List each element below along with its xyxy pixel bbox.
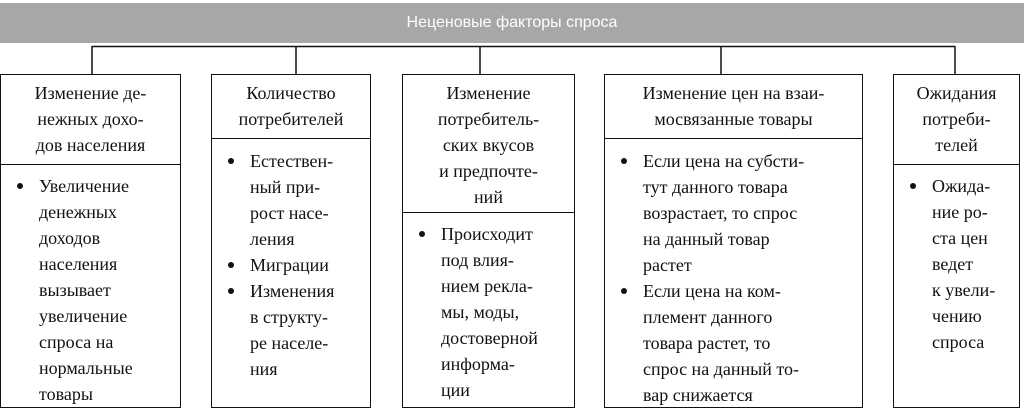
factor-header-line: Количество — [246, 83, 336, 103]
factor-bullet-line: ние ро- — [932, 202, 988, 222]
factor-bullet-item — [1, 173, 180, 407]
factor-header — [212, 75, 370, 139]
factor-bullet-line: вар снижается — [643, 385, 753, 405]
factor-bullet-line: денежных — [39, 202, 117, 222]
factor-header-line: дов населения — [35, 135, 146, 155]
bullet-dot-icon — [621, 158, 627, 164]
factor-bullet-line: доходов — [39, 228, 101, 248]
factor-bullet-list — [605, 139, 862, 408]
factor-header-line: Изменение де- — [34, 83, 147, 103]
factor-bullet-line: Увеличение — [39, 176, 130, 196]
factor-header-line: Ожидания — [916, 83, 997, 103]
factor-header-line: Изменение цен на взаи- — [642, 83, 825, 103]
factor-bullet-line: в структу- — [250, 307, 328, 327]
factor-bullet-line: ный при- — [250, 177, 321, 197]
factor-header-line: и предпочте- — [439, 161, 538, 181]
factor-bullet-line: возрастает, то спрос — [643, 203, 798, 223]
factor-bullet-item — [403, 221, 574, 403]
factor-bullet-list — [403, 213, 574, 403]
factor-bullet-line: Ожида- — [932, 176, 991, 196]
factor-bullet-line: достоверной — [441, 328, 538, 348]
factor-bullet-line: увеличение — [39, 306, 128, 326]
factor-bullet-line: мы, моды, — [441, 302, 520, 322]
factor-bullet-line: ста цен — [932, 228, 988, 248]
factor-header-line: ний — [474, 187, 503, 207]
factor-bullet-line: Миграции — [250, 255, 329, 275]
factor-bullet-list — [894, 165, 1019, 355]
factor-bullet-line: чению — [932, 306, 982, 326]
factor-bullet-item — [605, 148, 862, 278]
factor-bullet-line: ции — [441, 380, 470, 400]
factor-bullet-line: нормальные — [39, 358, 133, 378]
factor-bullet-line: Если цена на ком- — [643, 281, 781, 301]
factor-bullet-line: Изменения — [250, 281, 335, 301]
factor-header-line: мосвязанные товары — [654, 109, 813, 129]
factor-bullet-line: ведет — [932, 254, 974, 274]
factor-column-tastes — [402, 74, 575, 408]
bullet-dot-icon — [17, 183, 23, 189]
factor-bullet-line: вызывает — [39, 280, 111, 300]
factor-header-line: Изменение — [446, 83, 531, 103]
factor-bullet-item — [605, 278, 862, 408]
factor-header — [403, 75, 574, 213]
factor-bullet-line: товары — [39, 384, 93, 404]
factor-column-related-prices — [604, 74, 863, 408]
factor-bullet-line: спрос на данный то- — [643, 359, 799, 379]
factor-bullet-line: ре населе- — [250, 333, 329, 353]
factor-bullet-line: племент данного — [643, 307, 773, 327]
factor-bullet-line: рост насе- — [250, 203, 329, 223]
factor-bullet-line: тут данного товара — [643, 177, 788, 197]
factor-column-income — [0, 74, 181, 408]
factor-bullet-line: на данный товар — [643, 229, 770, 249]
factor-bullet-line: Происходит — [441, 224, 533, 244]
factor-header-line: телей — [935, 135, 978, 155]
factor-bullet-line: товара растет, то — [643, 333, 771, 353]
factor-header — [894, 75, 1019, 165]
factor-bullet-list — [1, 165, 180, 407]
factor-bullet-line: спроса на — [39, 332, 114, 352]
factor-bullet-line: Естествен- — [250, 151, 334, 171]
factor-bullet-line: информа- — [441, 354, 515, 374]
factor-bullet-item — [212, 252, 370, 278]
factor-bullet-line: населения — [39, 254, 118, 274]
factor-bullet-line: ния — [250, 359, 278, 379]
factor-bullet-line: под влия- — [441, 250, 514, 270]
factor-header — [605, 75, 862, 139]
bullet-dot-icon — [228, 288, 234, 294]
factor-header-line: нежных дохо- — [37, 109, 144, 129]
bullet-dot-icon — [621, 288, 627, 294]
factor-header-line: потребителей — [238, 109, 344, 129]
bullet-dot-icon — [910, 183, 916, 189]
bullet-dot-icon — [228, 158, 234, 164]
factor-column-consumers — [211, 74, 371, 408]
factor-bullet-line: Если цена на субсти- — [643, 151, 805, 171]
factor-header — [1, 75, 180, 165]
factor-bullet-list — [212, 139, 370, 382]
factor-header-line: потребитель- — [437, 109, 540, 129]
factor-bullet-line: ления — [250, 229, 295, 249]
factor-bullet-item — [212, 148, 370, 252]
bullet-dot-icon — [228, 262, 234, 268]
factor-header-line: потреби- — [922, 109, 991, 129]
factor-bullet-item — [894, 173, 1019, 355]
bullet-dot-icon — [419, 231, 425, 237]
diagram-title: Неценовые факторы спроса — [0, 3, 1024, 43]
factor-bullet-line: растет — [643, 255, 692, 275]
factor-bullet-line: спроса — [932, 332, 985, 352]
factor-bullet-line: к увели- — [932, 280, 996, 300]
factor-bullet-item — [212, 278, 370, 382]
factor-column-expectations — [893, 74, 1020, 408]
factor-header-line: ских вкусов — [442, 135, 535, 155]
factor-bullet-line: нием рекла- — [441, 276, 533, 296]
